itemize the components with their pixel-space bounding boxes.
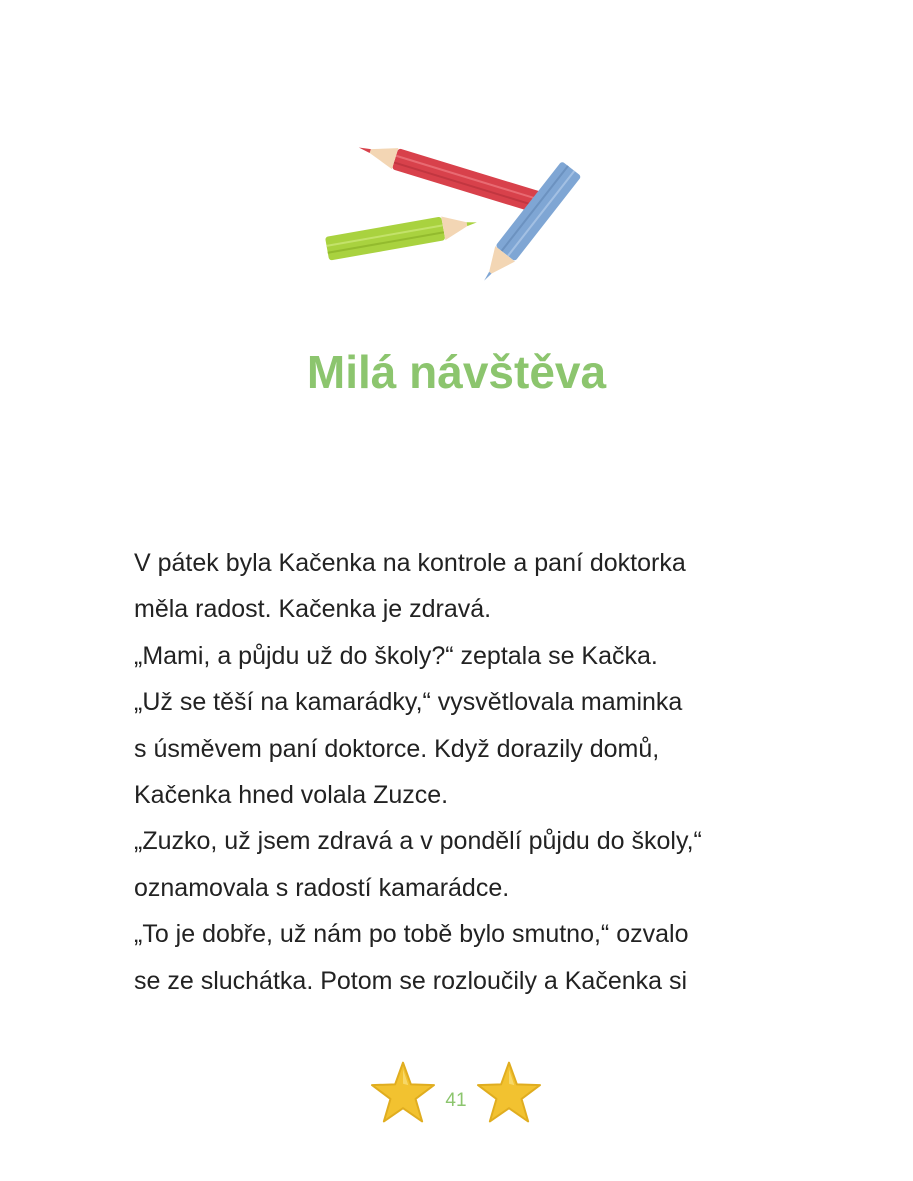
story-line: Kačenka hned volala Zuzce. [134, 781, 449, 810]
story-line: oznamovala s radostí kamarádce. [134, 873, 510, 902]
story-line: s úsměvem paní doktorce. Když dorazily domů, [134, 734, 660, 763]
story-line: se ze sluchátka. Potom se rozloučily a Kačenka si [134, 966, 688, 995]
story-line: „Zuzko, už jsem zdravá a v pondělí půjdu do školy,“ [134, 827, 702, 856]
story-line: „To je dobře, už nám po tobě bylo smutno,“ ozvalo [134, 920, 689, 949]
pencils-illustration [320, 125, 600, 295]
star-icon [370, 1060, 436, 1126]
story-line: „Už se těší na kamarádky,“ vysvětlovala maminka [134, 688, 683, 717]
red-pencil-icon [356, 137, 544, 214]
story-line: měla radost. Kačenka je zdravá. [134, 595, 492, 624]
story-line: V pátek byla Kačenka na kontrole a paní doktorka [134, 549, 686, 577]
page-footer [0, 1060, 913, 1130]
page-title: Milá návštěva [306, 346, 607, 398]
page-number: 41 [445, 1090, 467, 1111]
story-text [134, 540, 834, 1004]
star-icon [476, 1060, 542, 1126]
story-line: „Mami, a půjdu už do školy?“ zeptala se Kačka. [134, 641, 658, 670]
green-pencil-icon [325, 211, 479, 261]
